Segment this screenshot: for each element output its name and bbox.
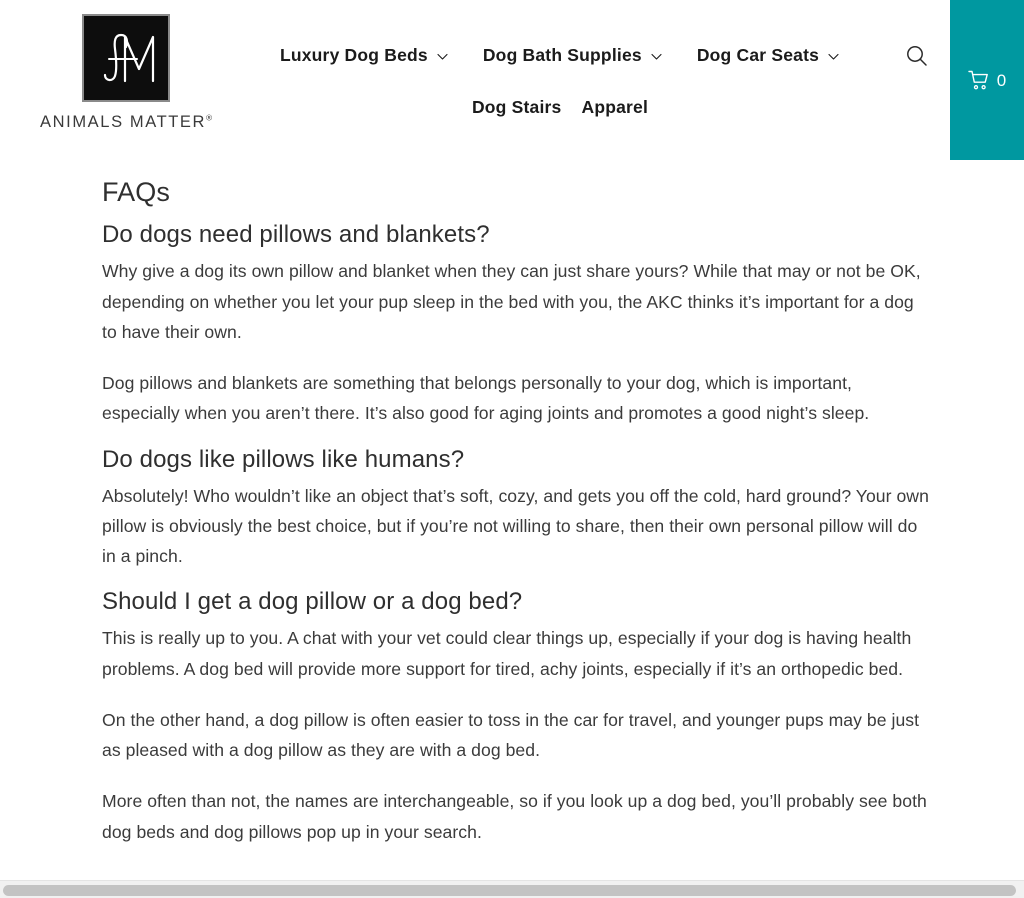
site-header xyxy=(0,0,1024,160)
main-navigation xyxy=(250,38,870,124)
brand-logo[interactable] xyxy=(24,14,228,132)
chevron-down-icon[interactable] xyxy=(650,50,663,63)
faq-item-2 xyxy=(102,445,932,572)
search-icon xyxy=(903,42,931,70)
faq-paragraph: On the other hand, a dog pillow is often easier to toss in the car for travel, and younger pups may be just as pleased with a dog pillow as they are with a dog bed. xyxy=(102,709,920,761)
nav-row-secondary xyxy=(250,90,870,124)
nav-item-label: Dog Stairs xyxy=(471,96,562,117)
faq-paragraph: Why give a dog its own pillow and blanket when they can just share yours? While that may or not be OK, depending on whether you let your pup sleep in the bed with you, the AKC thinks it’s important for a dog to have their own. xyxy=(102,261,921,342)
nav-item-label: Luxury Dog Beds xyxy=(279,44,428,65)
shopping-cart-icon xyxy=(968,70,990,91)
faq-question: Do dogs need pillows and blankets? xyxy=(102,221,490,249)
faq-question: Should I get a dog pillow or a dog bed? xyxy=(102,588,523,616)
nav-row-primary xyxy=(250,38,870,72)
search-button[interactable] xyxy=(903,42,931,70)
faq-item-1 xyxy=(102,220,932,428)
nav-item-luxury-dog-beds[interactable] xyxy=(280,45,449,66)
nav-item-label: Dog Car Seats xyxy=(696,44,820,65)
faq-question: Do dogs like pillows like humans? xyxy=(102,445,465,473)
page-title: FAQs xyxy=(102,177,170,207)
nav-item-label: Apparel xyxy=(581,96,649,117)
cart-count: 0 xyxy=(996,70,1007,90)
brand-name-text: ANIMALS MATTER xyxy=(40,113,207,131)
animals-matter-monogram-icon[interactable] xyxy=(82,14,170,102)
horizontal-scrollbar-track[interactable] xyxy=(0,880,1024,898)
chevron-down-icon[interactable] xyxy=(436,50,449,63)
faq-paragraph: Absolutely! Who wouldn’t like an object that’s soft, cozy, and gets you off the cold, hard ground? Your own pillow is obviously the best choice, but if you’re not willing to share, then their own personal pillow will do in a pinch. xyxy=(102,485,929,567)
faq-content xyxy=(102,176,932,863)
faq-paragraph: Dog pillows and blankets are something that belongs personally to your dog, which is important, especially when you aren’t there. It’s also good for aging joints and promotes a good night’s sleep. xyxy=(102,373,870,424)
faq-paragraph: This is really up to you. A chat with your vet could clear things up, especially if your dog is having health problems. A dog bed will provide more support for tired, achy joints, especially if it’s an orthopedic bed. xyxy=(102,628,912,679)
faq-paragraph: More often than not, the names are interchangeable, so if you look up a dog bed, you’ll probably see both dog beds and dog pillows pop up in your search. xyxy=(102,791,927,842)
faq-item-3 xyxy=(102,587,932,847)
nav-item-dog-car-seats[interactable] xyxy=(697,45,840,66)
nav-item-label: Dog Bath Supplies xyxy=(482,44,642,65)
cart-button[interactable] xyxy=(950,0,1024,160)
brand-name xyxy=(24,113,228,132)
nav-item-dog-stairs[interactable] xyxy=(472,97,562,118)
nav-item-dog-bath-supplies[interactable] xyxy=(483,45,663,66)
registered-mark: ® xyxy=(206,113,212,123)
nav-item-apparel[interactable] xyxy=(581,97,648,118)
chevron-down-icon[interactable] xyxy=(827,50,840,63)
horizontal-scrollbar-thumb[interactable] xyxy=(3,885,1016,896)
